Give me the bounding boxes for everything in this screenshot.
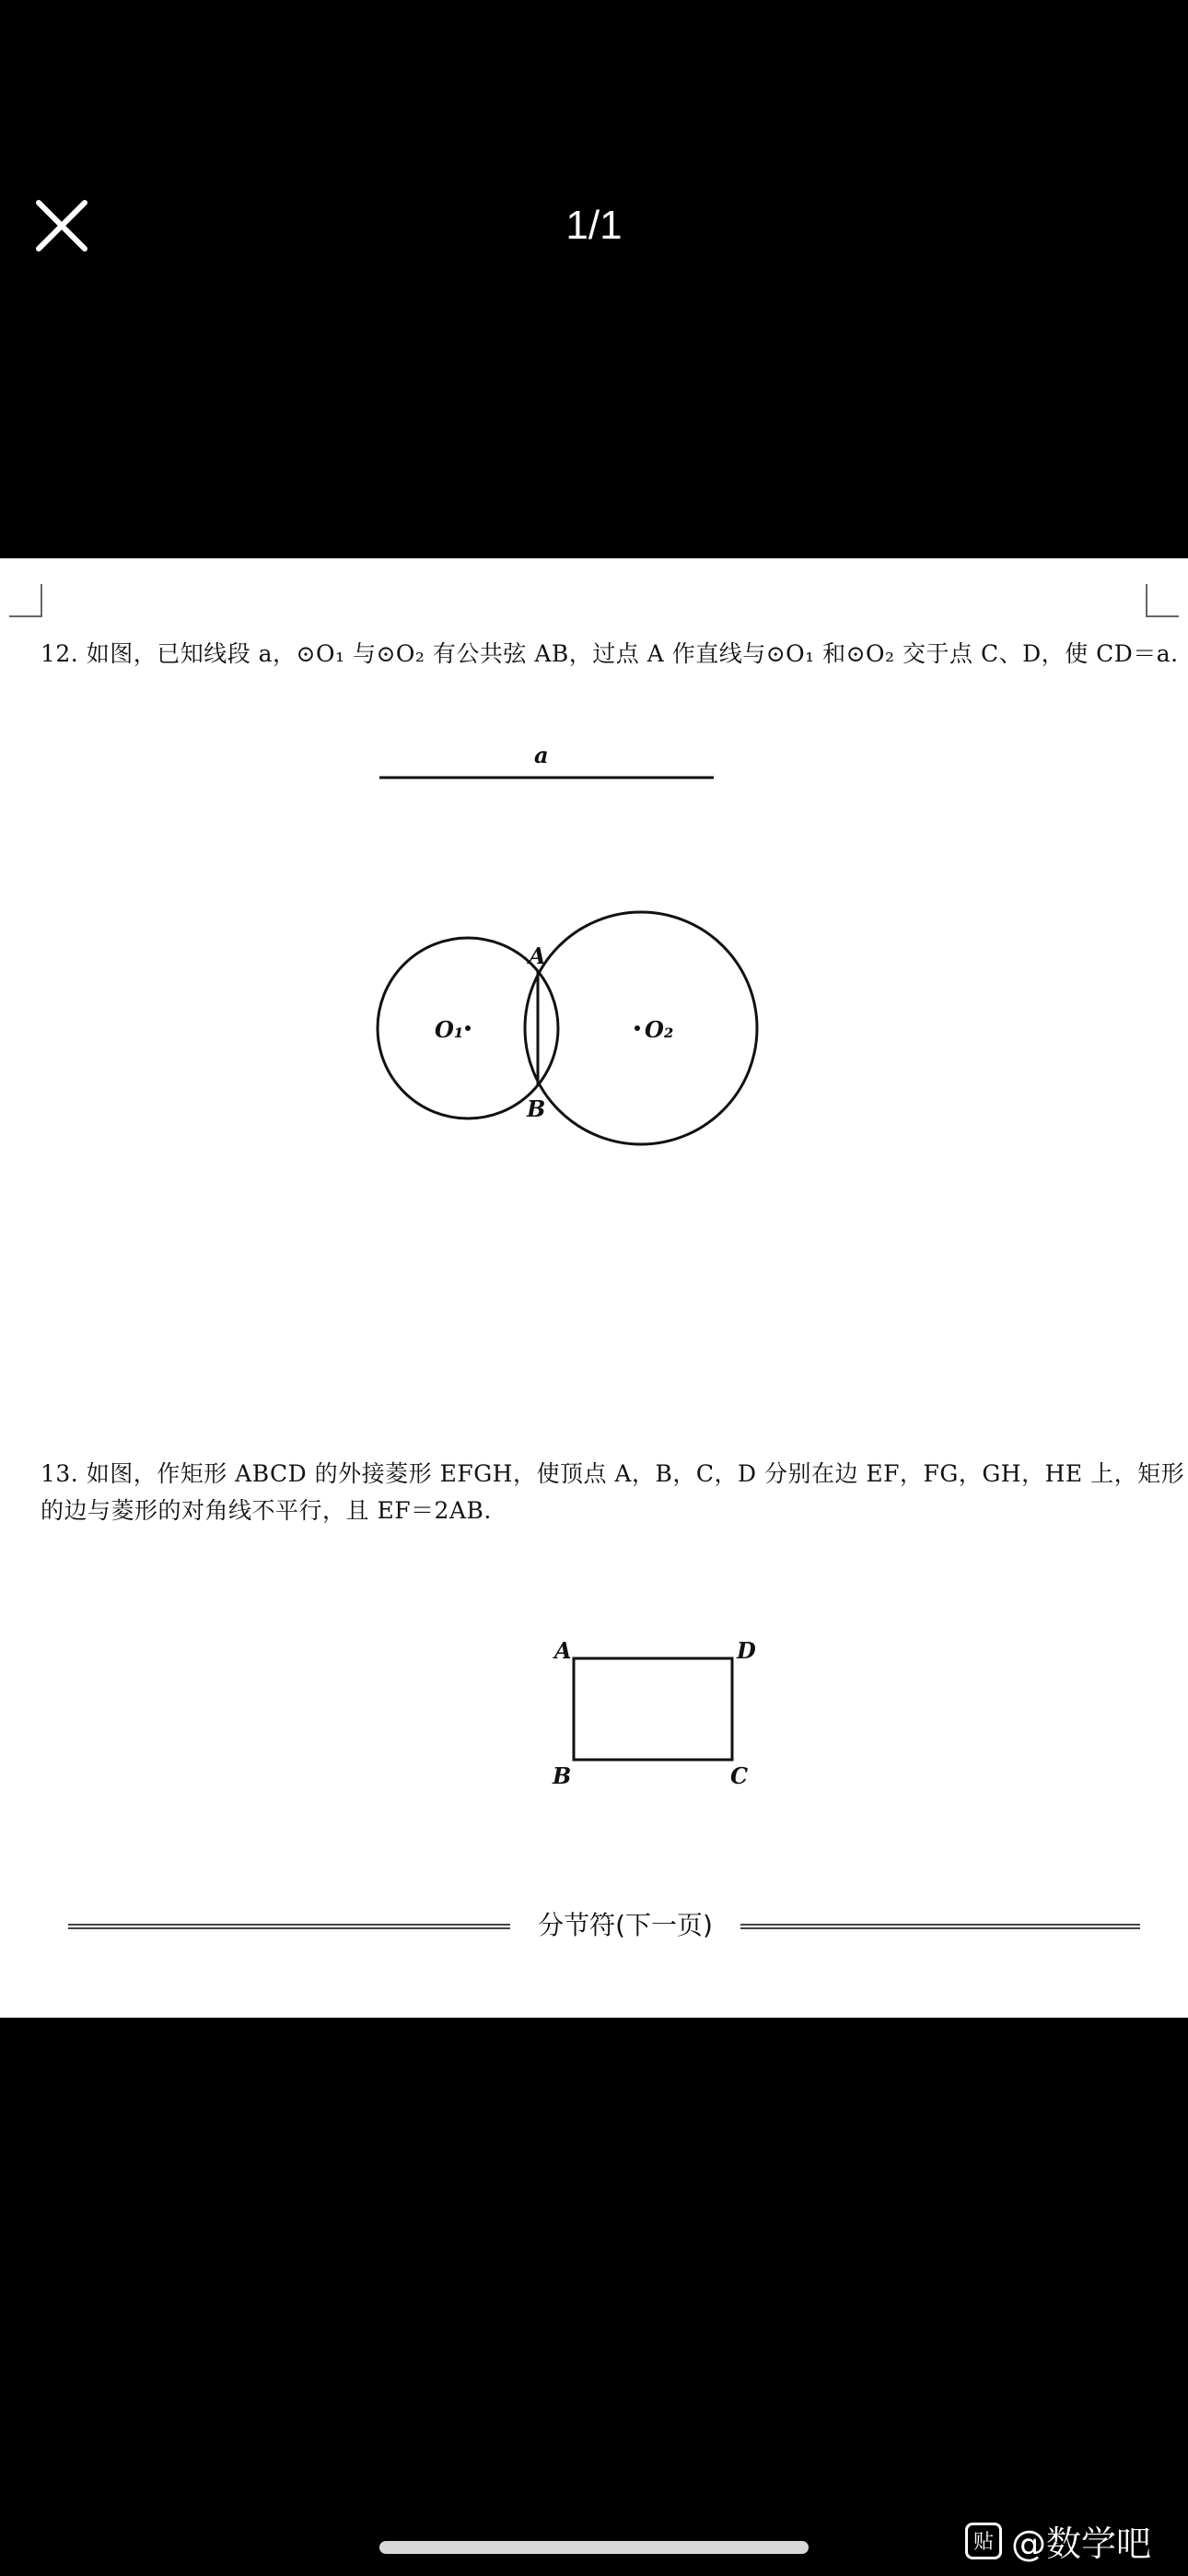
question-13-figure	[0, 1636, 1188, 1821]
center-o2-dot	[635, 1025, 640, 1031]
viewer-bottom-area	[0, 2018, 1188, 2576]
segment-a-label: a	[534, 742, 549, 768]
label-b: B	[527, 1095, 546, 1122]
viewer-top-bar	[0, 0, 1188, 558]
label-d-rect: D	[737, 1637, 756, 1664]
document-page[interactable]	[0, 558, 1188, 2018]
question-12-figure	[0, 687, 1188, 1406]
tieba-icon: 贴	[965, 2523, 1002, 2559]
home-indicator[interactable]	[379, 2541, 809, 2554]
question-12-text: 12. 如图，已知线段 a，⊙O₁ 与⊙O₂ 有公共弦 AB，过点 A 作直线与⊙O₁ 和⊙O₂ 交于点 C、D，使 CD＝a.	[41, 640, 1179, 667]
corner-mark-right	[1146, 584, 1179, 617]
label-a: A	[529, 943, 546, 969]
watermark	[965, 2515, 1151, 2566]
section-break-label: 分节符(下一页)	[510, 1907, 740, 1944]
section-break	[41, 1907, 1140, 1944]
label-o2: O₂	[645, 1016, 674, 1043]
label-o1: O₁	[435, 1016, 464, 1043]
center-o1-dot	[465, 1025, 471, 1031]
question-13-line2: 的边与菱形的对角线不平行，且 EF＝2AB.	[41, 1497, 492, 1524]
watermark-text: @数学吧	[1010, 2523, 1151, 2564]
corner-mark-left	[9, 584, 42, 617]
rectangle-abcd	[574, 1658, 732, 1760]
circle-o2	[525, 912, 757, 1144]
label-b-rect: B	[553, 1762, 572, 1789]
label-a-rect: A	[554, 1637, 572, 1664]
label-c-rect: C	[730, 1762, 749, 1789]
question-13-line1: 13. 如图，作矩形 ABCD 的外接菱形 EFGH，使顶点 A，B，C，D 分别在边 EF，FG，GH，HE 上，矩形	[41, 1460, 1185, 1487]
page-counter: 1/1	[565, 203, 623, 248]
